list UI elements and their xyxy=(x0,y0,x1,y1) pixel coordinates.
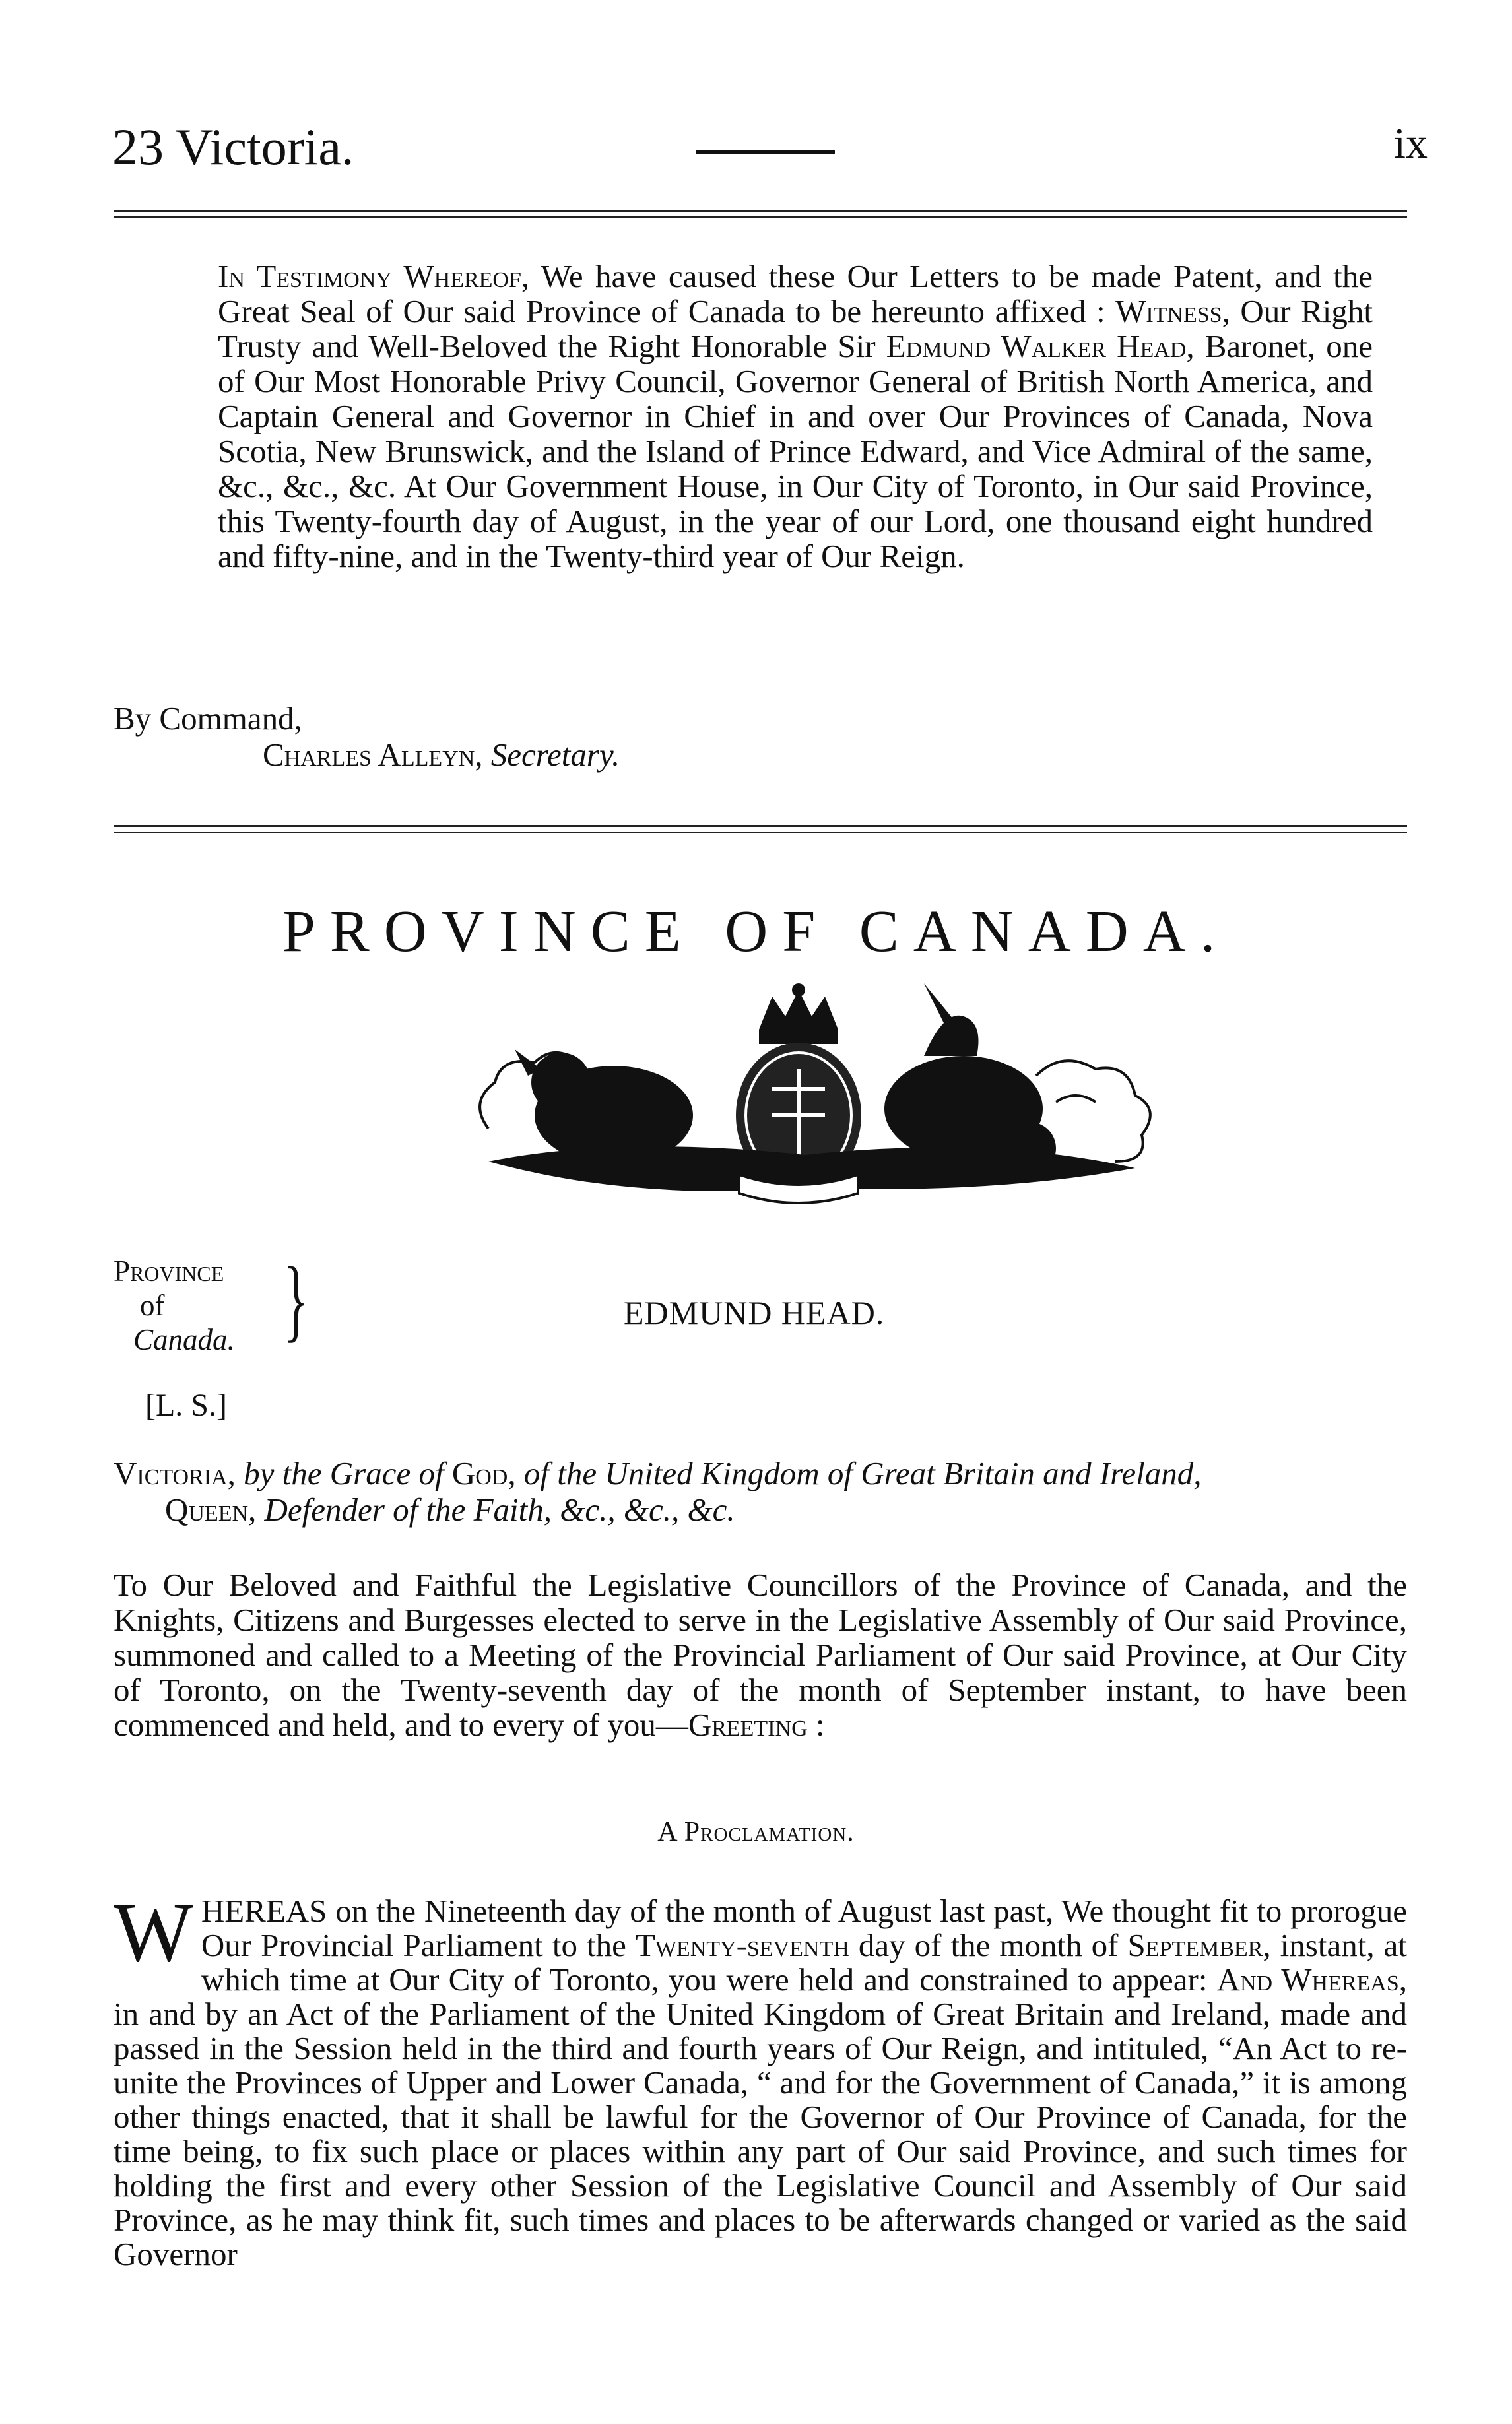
whereas-text-2: day of the month of xyxy=(849,1927,1128,1963)
whereas-and-whereas: And Whereas, xyxy=(1216,1961,1407,1998)
header-rule-top xyxy=(114,210,1407,212)
royal-arms-seal xyxy=(462,977,1162,1214)
province-heading: PROVINCE OF CANADA. xyxy=(282,899,1230,964)
victoria-line-2 xyxy=(114,1491,1407,1528)
whereas-date: Twenty-seventh xyxy=(635,1927,849,1963)
curly-brace: } xyxy=(284,1249,308,1351)
victoria-text-2: of the United Kingdom of Great Britain and Ireland, xyxy=(515,1455,1202,1491)
page-number: ix xyxy=(1393,119,1428,168)
whereas-lead: HEREAS xyxy=(201,1893,327,1929)
proclamation-heading: A Proclamation. xyxy=(657,1817,855,1847)
whereas-text-4: in and by an Act of the Parliament of the United Kingdom of Great Britain and Ireland, made and passed in the Session held in the third and fourth years of Our Reign, and intituled, “An Act to re-unite the Provinces of Upper and Lower Canada, “ and for the Government of Canada,” it is among other things enacted, that it shall be lawful for the Governor of Our Province of Canada, for the time being, to fix such place or places within any part of Our said Province, and such times for holding the first and every other Session of the Legislative Council and Assembly of Our said Province, as he may think fit, such times and places to be afterwards changed or varied as the said Governor xyxy=(114,1996,1407,2272)
victoria-queen: Queen, xyxy=(165,1491,257,1528)
sidebar-of: of xyxy=(140,1289,165,1322)
victoria-text-3: Defender of the Faith, &c., &c., &c. xyxy=(256,1491,735,1528)
section-rule-bottom xyxy=(114,832,1407,833)
testimony-text-2: Our Right Trusty and Well-Beloved the Right Honorable Sir xyxy=(218,293,1373,364)
testimony-name: Edmund Walker Head, xyxy=(886,328,1195,364)
drop-cap: W xyxy=(114,1885,193,1979)
seal-crown xyxy=(759,983,838,1044)
victoria-titles xyxy=(114,1455,1407,1528)
victoria-god: God, xyxy=(451,1455,516,1491)
header-dash xyxy=(696,150,835,154)
sidebar-province: Province xyxy=(114,1255,224,1288)
victoria-name: Victoria, xyxy=(114,1455,236,1491)
victoria-text-1: by the Grace of xyxy=(235,1455,452,1491)
by-command: By Command, xyxy=(114,700,302,737)
whereas-month: September, xyxy=(1127,1927,1271,1963)
governor-name: EDMUND HEAD. xyxy=(624,1294,885,1331)
whereas-text-3: instant, at which time at Our City of Toronto, you were held and constrained to appear: xyxy=(201,1927,1407,1998)
sidebar-canada: Canada. xyxy=(133,1323,235,1356)
whereas-paragraph xyxy=(114,1885,1407,2272)
secretary-signature xyxy=(263,736,620,773)
locus-sigilli: [L. S.] xyxy=(145,1388,227,1423)
header-rule-bottom xyxy=(114,216,1407,218)
address-text: To Our Beloved and Faithful the Legislative Councillors of the Province of Canada, and the Knights, Citizens and Burgesses elected to serve in the Legislative Assembly of Our said Province, summoned and called to a Meeting of the Provincial Parliament of Our said Province, at Our City of Toronto, on the Twenty-seventh day of the month of September instant, to have been commenced and held, and to every of you— xyxy=(114,1567,1407,1743)
address-paragraph xyxy=(114,1567,1407,1742)
running-head-left: 23 Victoria. xyxy=(112,118,354,176)
testimony-text-3: Baronet, one of Our Most Honorable Privy Council, Governor General of British North America, and Captain General and Governor in Chief in and over Our Provinces of Canada, Nova Scotia, New Brunswick, and the Island of Prince Edward, and Vice Admiral of the same, &c., &c., &c. At Our Government House, in Our City of Toronto, in Our said Province, this Twenty-fourth day of August, in the year of our Lord, one thousand eight hundred and fifty-nine, and in the Twenty-third year of Our Reign. xyxy=(218,328,1373,574)
testimony-paragraph xyxy=(218,259,1373,573)
testimony-text-1: We have caused these Our Letters to be made Patent, and the Great Seal of Our said Province of Canada to be hereunto affixed : xyxy=(218,258,1373,329)
secretary-name: Charles Alleyn, xyxy=(263,737,483,773)
seal-unicorn xyxy=(884,983,1056,1175)
testimony-lead: In Testimony Whereof, xyxy=(218,258,530,294)
testimony-witness: Witness, xyxy=(1115,293,1230,329)
section-rule-top xyxy=(114,825,1407,827)
sidebar-province-label xyxy=(114,1254,235,1357)
address-greeting: Greeting : xyxy=(688,1707,825,1743)
whereas-text-1: on the Nineteenth day of the month of August last past, We thought fit to prorogue Our Provincial Parliament to the xyxy=(201,1893,1407,1963)
victoria-line-1 xyxy=(114,1455,1407,1491)
secretary-title: Secretary. xyxy=(490,737,620,773)
